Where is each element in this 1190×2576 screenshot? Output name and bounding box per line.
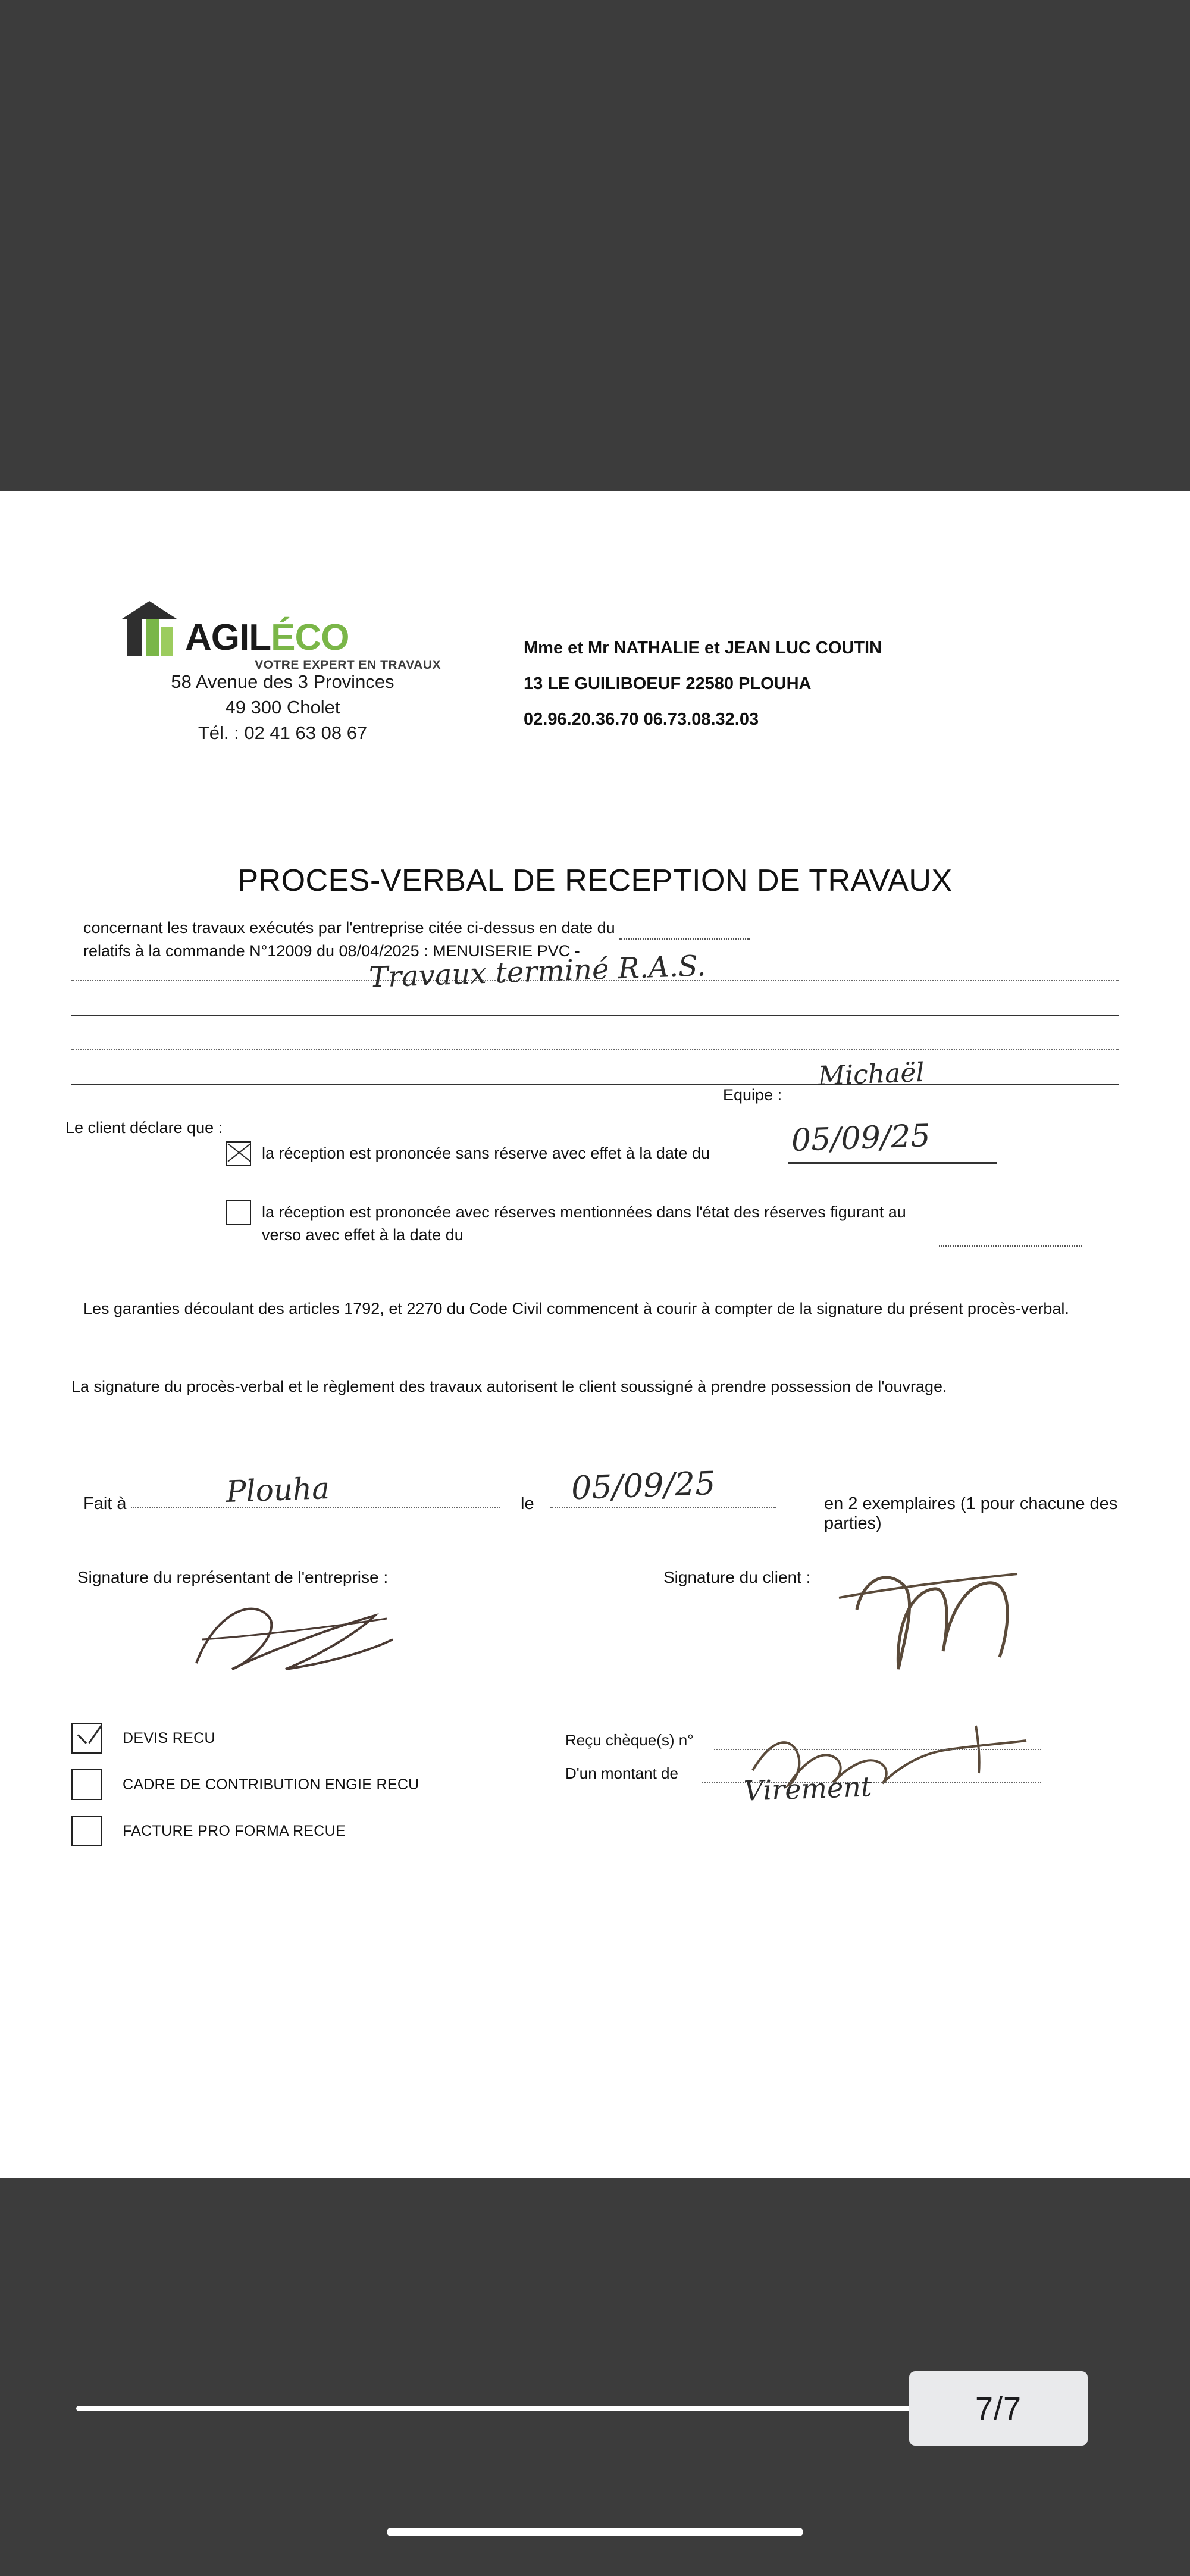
document-checklist bbox=[71, 1723, 419, 1862]
handwritten-remark: Travaux terminé R.A.S. bbox=[368, 949, 707, 994]
recu-cheque-label: Reçu chèque(s) n° bbox=[565, 1731, 694, 1749]
company-address bbox=[122, 669, 443, 746]
page-indicator[interactable]: 7/7 bbox=[909, 2371, 1088, 2446]
checklist-item-label: CADRE DE CONTRIBUTION ENGIE RECU bbox=[123, 1776, 419, 1793]
signature-note-paragraph: La signature du procès-verbal et le règlement des travaux autorisent le client soussigné à prendre possession de l'ouvrage. bbox=[71, 1378, 947, 1395]
signature-client-label: Signature du client : bbox=[663, 1568, 811, 1586]
document-title: PROCES-VERBAL DE RECEPTION DE TRAVAUX bbox=[237, 863, 953, 898]
company-address-line1: 58 Avenue des 3 Provinces bbox=[171, 671, 394, 692]
house-logo-icon bbox=[122, 601, 177, 656]
signature-entreprise-label: Signature du représentant de l'entreprise : bbox=[77, 1568, 389, 1586]
free-text-line-3 bbox=[71, 1049, 1119, 1050]
intro-date-blank bbox=[619, 925, 750, 940]
page-scrubber[interactable] bbox=[76, 2406, 948, 2411]
reception-option-2[interactable] bbox=[226, 1200, 1089, 1247]
reception-option-1-label: la réception est prononcée sans réserve avec effet à la date du bbox=[262, 1144, 710, 1162]
recu-cheque-row bbox=[565, 1729, 1053, 1762]
reception-date-value: 05/09/25 bbox=[791, 1118, 931, 1159]
checkbox-sans-reserve[interactable] bbox=[226, 1141, 251, 1166]
le-value: 05/09/25 bbox=[570, 1464, 716, 1507]
free-text-line-2 bbox=[71, 1015, 1119, 1016]
checklist-item-label: FACTURE PRO FORMA RECUE bbox=[123, 1822, 346, 1839]
garanties-paragraph: Les garanties découlant des articles 1792, et 2270 du Code Civil commencent à courir à compter de la signature du présent procès-verbal. bbox=[83, 1300, 1069, 1317]
document-content bbox=[0, 491, 1190, 2178]
montant-value: Virement bbox=[743, 1770, 873, 1807]
client-name: Mme et Mr NATHALIE et JEAN LUC COUTIN bbox=[524, 638, 882, 658]
equipe-value: Michaël bbox=[818, 1057, 925, 1092]
signature-entreprise-ink bbox=[178, 1580, 428, 1699]
montant-label: D'un montant de bbox=[565, 1764, 678, 1782]
signature-client-ink bbox=[821, 1556, 1059, 1699]
checkbox-devis-recu[interactable] bbox=[71, 1723, 102, 1754]
free-text-line-4 bbox=[71, 1084, 1119, 1085]
equipe-label: Equipe : bbox=[723, 1086, 782, 1104]
client-address-block bbox=[524, 640, 882, 747]
logo-main-text: AGIL bbox=[185, 617, 271, 659]
intro-line-2: relatifs à la commande N°12009 du 08/04/2025 : MENUISERIE PVC - bbox=[83, 942, 580, 960]
reception-option-2-label: la réception est prononcée avec réserves mentionnées dans l'état des réserves figurant au verso avec effet à la date du bbox=[262, 1203, 906, 1244]
exemplaires-text: en 2 exemplaires (1 pour chacune des parties) bbox=[824, 1494, 1118, 1533]
logo-accent-text: ÉCO bbox=[271, 617, 349, 659]
client-address: 13 LE GUILIBOEUF 22580 PLOUHA bbox=[524, 674, 812, 693]
company-address-line2: 49 300 Cholet bbox=[225, 696, 340, 718]
client-declares-label: Le client déclare que : bbox=[65, 1119, 223, 1137]
company-logo bbox=[122, 601, 443, 672]
fait-a-value: Plouha bbox=[226, 1470, 330, 1510]
fait-a-label: Fait à bbox=[83, 1494, 127, 1513]
checklist-item[interactable] bbox=[71, 1816, 419, 1846]
intro-line-1: concernant les travaux exécutés par l'entreprise citée ci-dessus en date du bbox=[83, 919, 615, 937]
company-tagline: VOTRE EXPERT EN TRAVAUX bbox=[255, 658, 441, 672]
home-indicator[interactable] bbox=[387, 2528, 803, 2536]
checkbox-cadre-contribution-engie[interactable] bbox=[71, 1769, 102, 1800]
checklist-item[interactable] bbox=[71, 1769, 419, 1800]
checklist-item-label: DEVIS RECU bbox=[123, 1729, 215, 1746]
client-phones: 02.96.20.36.70 06.73.08.32.03 bbox=[524, 710, 759, 729]
reception-date-underline bbox=[788, 1162, 997, 1164]
reglement-block bbox=[565, 1729, 1053, 1807]
checkbox-facture-pro-forma[interactable] bbox=[71, 1816, 102, 1846]
checkbox-avec-reserves[interactable] bbox=[226, 1200, 251, 1225]
le-label: le bbox=[521, 1494, 534, 1513]
montant-row bbox=[565, 1762, 1053, 1807]
company-phone: Tél. : 02 41 63 08 67 bbox=[198, 722, 368, 743]
logo-wordmark bbox=[185, 617, 349, 659]
checklist-item[interactable] bbox=[71, 1723, 419, 1754]
